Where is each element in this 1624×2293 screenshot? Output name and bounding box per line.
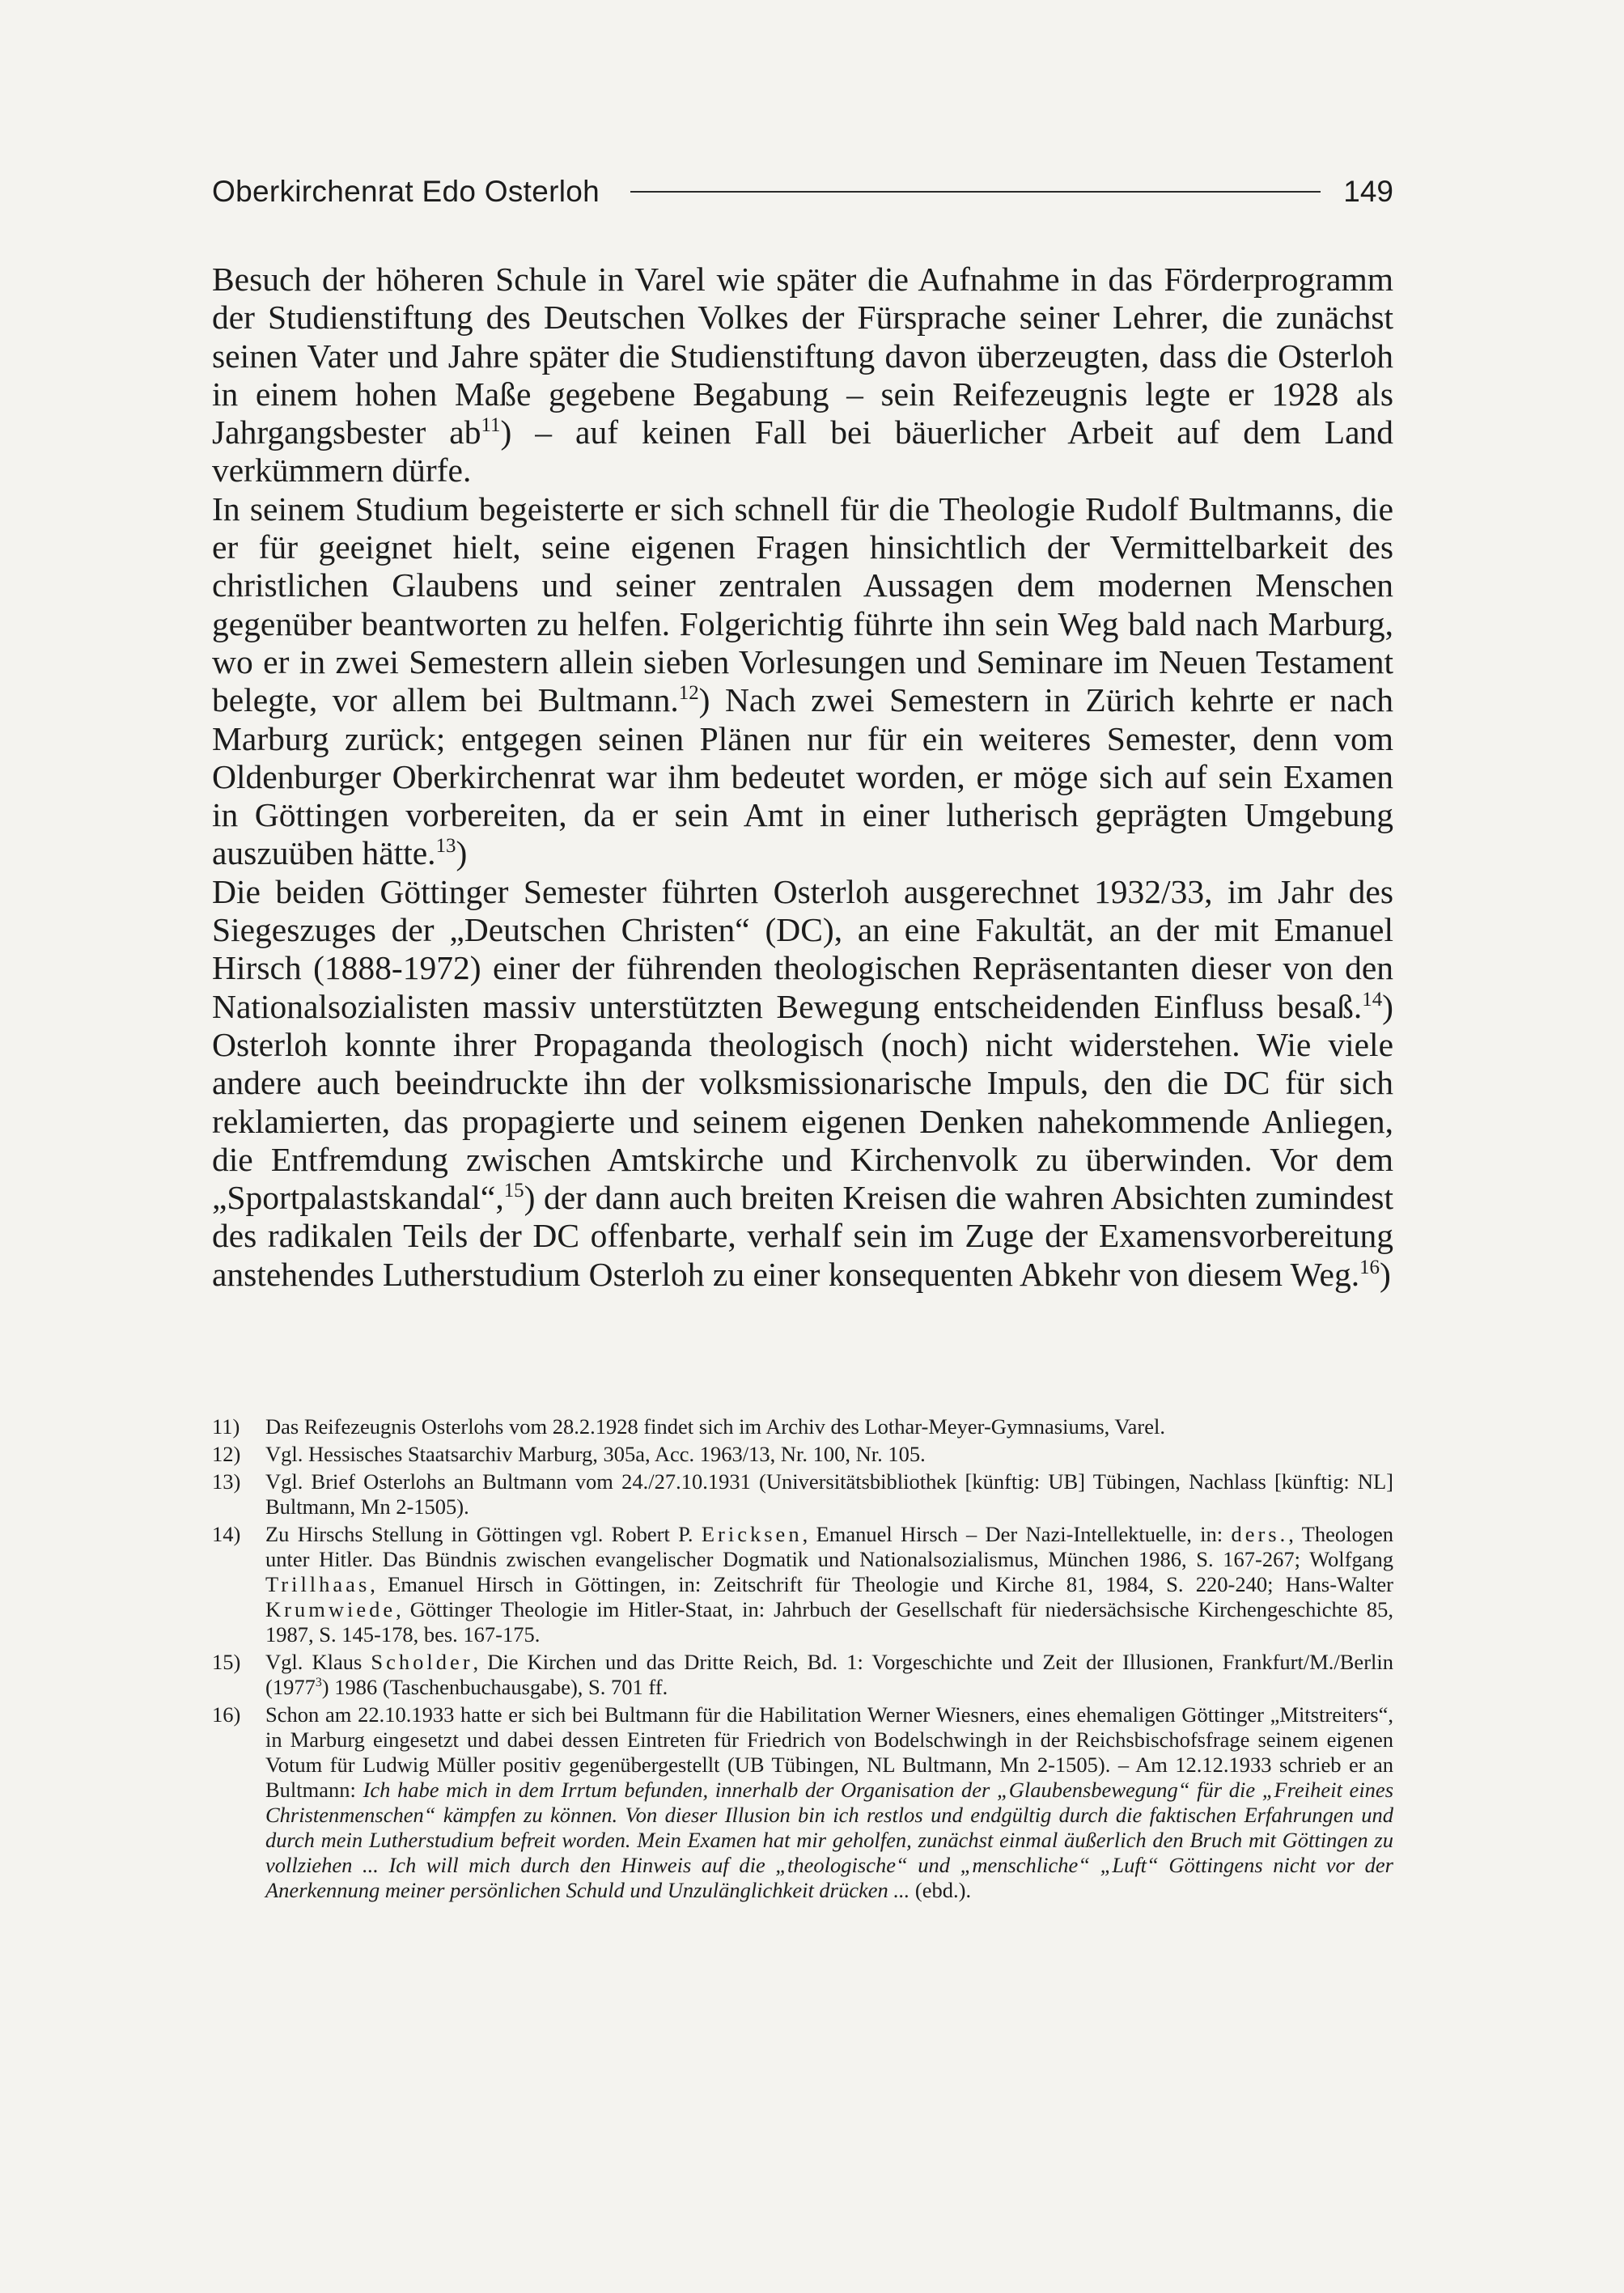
- running-head-title: Oberkirchenrat Edo Osterloh: [212, 175, 600, 208]
- footnote-text: Vgl. Hessisches Staatsarchiv Marburg, 305a, Acc. 1963/13, Nr. 100, Nr. 105.: [265, 1442, 926, 1466]
- footnote-segment: , Göttinger Theologie im Hitler-Staat, in: Jahrbuch der Gesellschaft für niedersächsische Kirchengeschichte 85, 1987, S. 145-178, bes. 167-175.: [265, 1597, 1393, 1647]
- paragraph-text: ) Nach zwei Semestern in Zürich kehrte er nach Marburg zurück; entgegen seinen Plänen nur für ein weiteres Semester, denn vom Oldenburger Oberkirchenrat war ihm bedeutet worden, er möge sich auf sein Examen in Göttingen vorbereiten, da er sein Amt in einer lutherisch geprägten Umgebung auszuüben hätte.: [212, 681, 1393, 872]
- footnotes: [212, 1414, 1393, 1905]
- paragraph-text: Die beiden Göttinger Semester führten Osterloh ausgerechnet 1932/33, im Jahr des Siegeszuges der „Deutschen Christen“ (DC), an eine Fakultät, an der mit Emanuel Hirsch (1888-1972) einer der führenden theologischen Repräsentanten dieser von den Nationalsozialisten massiv unterstützten Bewegung entscheidenden Einfluss besaß.: [212, 872, 1393, 1025]
- author-name: Trillhaas: [265, 1572, 371, 1596]
- footnote-number: 15): [212, 1650, 241, 1674]
- footnote-segment: , Theologen unter Hitler. Das Bündnis zwischen evangelischer Dogmatik und Nationalsozialismus, München 1986, S. 167-267; Wolfgang: [265, 1522, 1393, 1571]
- footnote-text: [265, 1522, 1393, 1647]
- footnote-13: [212, 1469, 1393, 1519]
- footnote-segment: Zu Hirschs Stellung in Göttingen vgl. Robert P.: [265, 1522, 702, 1546]
- paragraph-text: ) der dann auch breiten Kreisen die wahren Absichten zumindest des radikalen Teils der DC offenbarte, verhalf sein im Zuge der Examensvorbereitung anstehendes Lutherstudium Osterloh zu einer konsequenten Abkehr von diesem Weg.: [212, 1179, 1393, 1293]
- footnote-15: [212, 1650, 1393, 1700]
- paragraph-text: In seinem Studium begeisterte er sich schnell für die Theologie Rudolf Bultmanns, die er für geeignet hielt, seine eigenen Fragen hinsichtlich der Vermittelbarkeit des christlichen Glaubens und seiner zentralen Aussagen dem modernen Menschen gegenüber beantworten zu helfen. Folgerichtig führte ihn sein Weg bald nach Marburg, wo er in zwei Semestern allein sieben Vorlesungen und Seminare im Neuen Testament belegte, vor allem bei Bultmann.: [212, 490, 1393, 719]
- footnote-14: [212, 1522, 1393, 1647]
- footnote-number: 16): [212, 1702, 241, 1727]
- edition-superscript: 3: [315, 1676, 322, 1690]
- header-rule: [630, 191, 1321, 193]
- footnote-ref-16[interactable]: 16: [1359, 1256, 1380, 1278]
- footnote-segment: (ebd.).: [910, 1878, 972, 1902]
- footnote-ref-14[interactable]: 14: [1362, 988, 1383, 1011]
- footnote-ref-15[interactable]: 15: [503, 1180, 524, 1202]
- body-text: [212, 261, 1393, 1294]
- footnote-ref-11[interactable]: 11: [481, 414, 501, 437]
- paragraph-2: [212, 490, 1393, 873]
- footnote-segment: , Emanuel Hirsch in Göttingen, in: Zeitschrift für Theologie und Kirche 81, 1984, S. 220-240; Hans-Walter: [370, 1572, 1393, 1596]
- paragraph-text: ) – auf keinen Fall bei bäuerlicher Arbeit auf dem Land verkümmern dürfe.: [212, 413, 1394, 490]
- footnote-12: [212, 1442, 1393, 1467]
- footnote-11: [212, 1414, 1393, 1439]
- paragraph-3: [212, 873, 1393, 1294]
- footnote-number: 11): [212, 1414, 240, 1439]
- footnote-segment: ) 1986 (Taschenbuchausgabe), S. 701 ff.: [321, 1675, 668, 1699]
- paragraph-1: [212, 261, 1393, 490]
- letter-quote: Ich habe mich in dem Irrtum befunden, innerhalb der Organisation der „Glaubensbewegung“ für die „Freiheit eines Christenmenschen“ kämpfen zu können. Von dieser Illusion bin ich restlos und endgültig durch die faktischen Erfahrungen und durch mein Lutherstudium befreit worden. Mein Examen hat mir geholfen, zunächst einmal äußerlich den Bruch mit Göttingen zu vollziehen ... Ich will mich durch den Hinweis auf die „theologische“ und „menschliche“ „Luft“ Göttingens nicht vor der Anerkennung meiner persönlichen Schuld und Unzulänglichkeit drücken ...: [265, 1778, 1394, 1902]
- footnote-number: 14): [212, 1522, 241, 1546]
- footnote-segment: , Emanuel Hirsch – Der Nazi-Intellektuelle, in:: [802, 1522, 1232, 1546]
- footnote-text: Vgl. Brief Osterlohs an Bultmann vom 24./27.10.1931 (Universitätsbibliothek [künftig: UB] Tübingen, Nachlass [künftig: NL] Bultmann, Mn 2-1505).: [265, 1469, 1393, 1519]
- footnote-text: [265, 1702, 1393, 1903]
- running-head: [212, 170, 1393, 214]
- footnote-text: [265, 1650, 1393, 1700]
- page-number: 149: [1343, 175, 1393, 208]
- author-name: Scholder: [371, 1650, 473, 1674]
- author-name: Krumwiede: [265, 1597, 396, 1621]
- footnote-segment: Schon am 22.10.1933 hatte er sich bei Bultmann für die Habilitation Werner Wiesners, eines ehemaligen Göttinger „Mitstreiters“, in Marburg eingesetzt und dabei dessen Eintreten für Friedrich von Bodelschwingh in der Reichsbischofsfrage seinem eigenen Votum für Ludwig Müller positiv gegenübergestellt (UB Tübingen, NL Bultmann, Mn 2-1505). – Am 12.12.1933 schrieb er an Bultmann:: [265, 1702, 1393, 1802]
- author-name: ders.: [1231, 1522, 1289, 1546]
- footnote-ref-12[interactable]: 12: [678, 682, 699, 705]
- paragraph-text: ): [1379, 1255, 1391, 1293]
- footnote-number: 12): [212, 1442, 241, 1466]
- footnote-text: Das Reifezeugnis Osterlohs vom 28.2.1928 findet sich im Archiv des Lothar-Meyer-Gymnasiums, Varel.: [265, 1414, 1165, 1439]
- paragraph-text: ) Osterloh konnte ihrer Propaganda theologisch (noch) nicht widerstehen. Wie viele andere auch beeindruckte ihn der volksmissionarische Impuls, den die DC für sich reklamierten, das propagierte und seinem eigenen Denken nahekommende Anliegen, die Entfremdung zwischen Amtskirche und Kirchenvolk zu überwinden. Vor dem „Sportpalastskandal“,: [212, 987, 1393, 1217]
- footnote-number: 13): [212, 1469, 241, 1494]
- paragraph-text: ): [456, 834, 468, 872]
- footnote-16: [212, 1702, 1393, 1903]
- footnote-ref-13[interactable]: 13: [435, 835, 456, 858]
- footnote-segment: Vgl. Klaus: [265, 1650, 371, 1674]
- paragraph-text: Besuch der höheren Schule in Varel wie später die Aufnahme in das Förderprogramm der Studienstiftung des Deutschen Volkes der Fürsprache seiner Lehrer, die zunächst seinen Vater und Jahre später die Studienstiftung davon überzeugten, dass die Osterloh in einem hohen Maße gegebene Begabung – sein Reifezeugnis legte er 1928 als Jahrgangsbester ab: [212, 261, 1393, 451]
- author-name: Ericksen: [701, 1522, 803, 1546]
- footnote-segment: , Die Kirchen und das Dritte Reich, Bd. 1: Vorgeschichte und Zeit der Illusionen, Frankfurt/M./Berlin (1977: [265, 1650, 1393, 1699]
